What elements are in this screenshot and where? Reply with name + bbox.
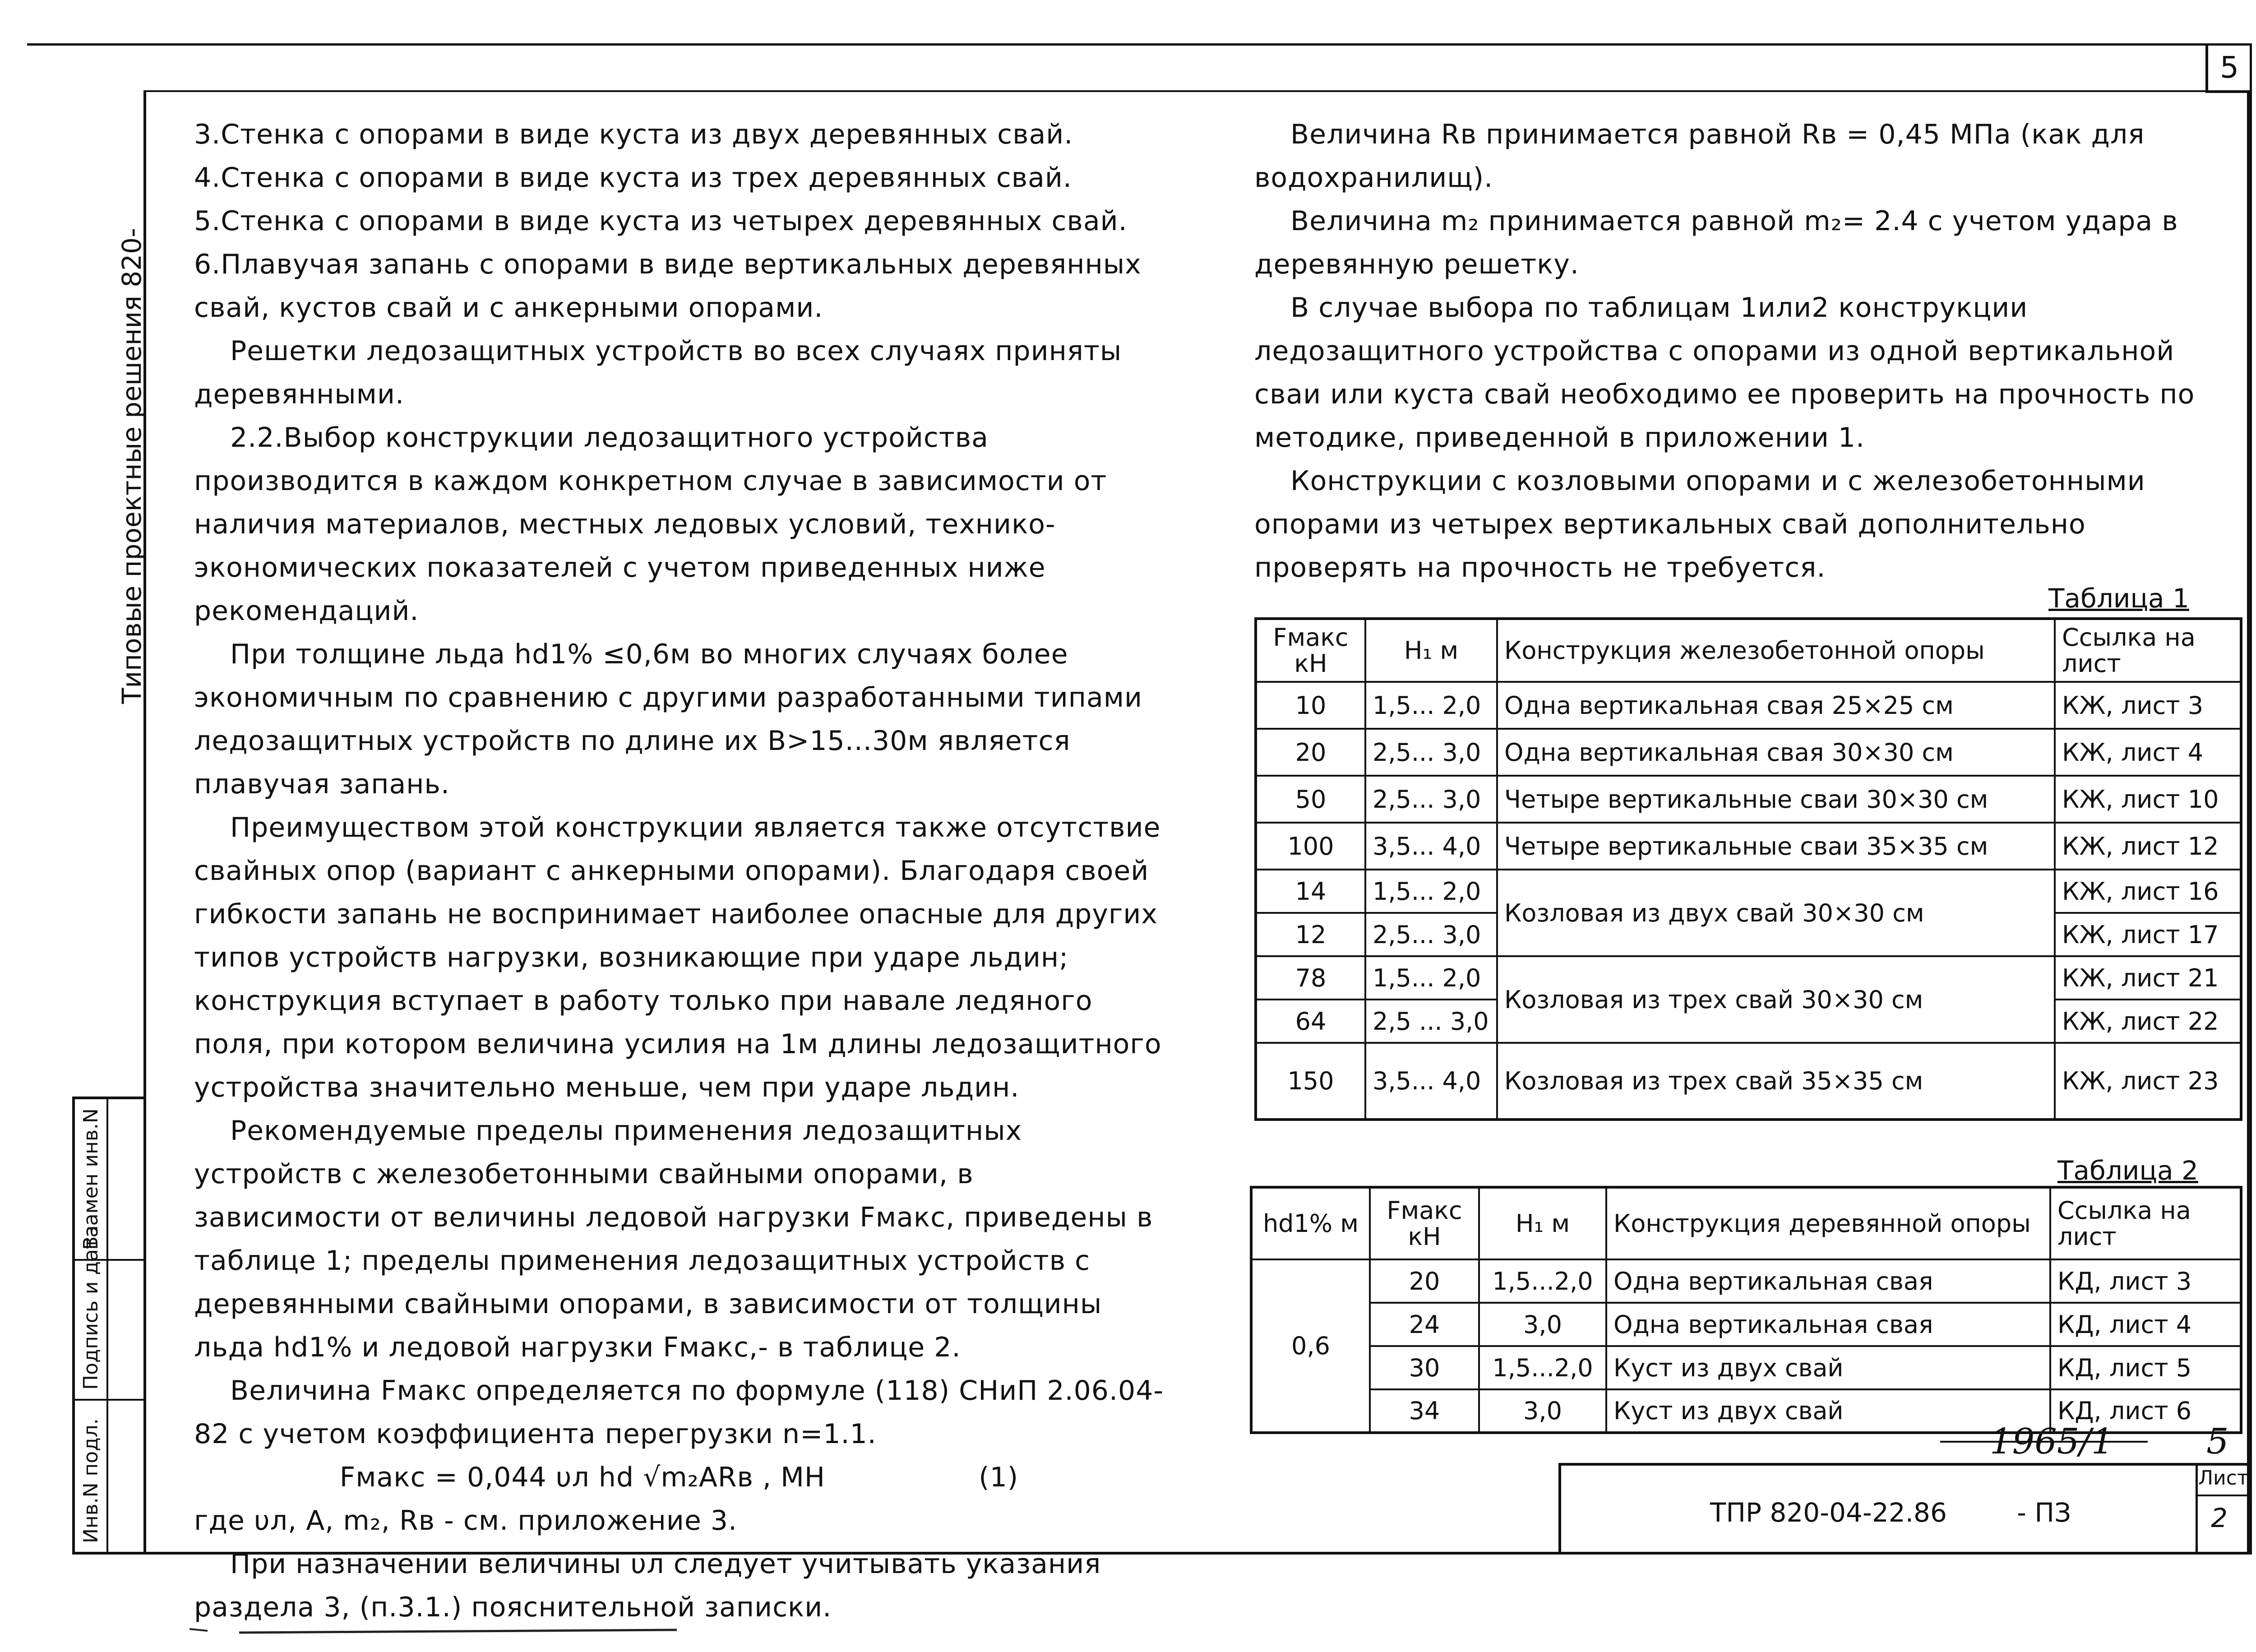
- side-label: Типовые проектные решения 820-: [116, 227, 147, 704]
- cell-construction: Четыре вертикальные сваи 30×30 см: [1497, 776, 2055, 823]
- cell-hd: 0,6: [1251, 1259, 1370, 1433]
- strip-label-inv: Инв.N подл.: [79, 1418, 102, 1543]
- cell-ref: КЖ, лист 21: [2055, 956, 2241, 1000]
- cell-h: 1,5...2,0: [1479, 1346, 1606, 1389]
- paragraph: Величина Rв принимается равной Rв = 0,45 МПа (как для водохранилищ).: [1254, 119, 2145, 194]
- paragraph: 2.2.Выбор конструкции ледозащитного устройства производится в каждом конкретном случае в зависимости от наличия материалов, местных ледовых условий, технико-экономических показателей с учетом приведенных ниже рекомендаций.: [194, 422, 1107, 627]
- strip-label-sign: Подпись и дата: [79, 1225, 102, 1390]
- cell-f: 150: [1256, 1043, 1365, 1120]
- paragraph: При назначении величины υл следует учитывать указания раздела 3, (п.3.1.) пояснительной записки.: [194, 1548, 1101, 1623]
- cell-f: 78: [1256, 956, 1365, 1000]
- col-h1: H₁ м: [1365, 619, 1497, 682]
- cell-construction: Одна вертикальная свая: [1606, 1259, 2050, 1303]
- cell-h: 1,5... 2,0: [1365, 956, 1497, 1000]
- col-fmax: Fмакс кН: [1370, 1187, 1479, 1259]
- col-construction: Конструкция железобетонной опоры: [1497, 619, 2055, 682]
- formula: Fмакс = 0,044 υл hd √m₂ARв , МН: [339, 1462, 826, 1493]
- cell-ref: КД, лист 5: [2050, 1346, 2241, 1389]
- list-item: 5.Стенка с опорами в виде куста из четырех деревянных свай.: [194, 205, 1128, 237]
- sheet-number: 5: [2205, 44, 2251, 93]
- table1-caption: Таблица 1: [2048, 583, 2189, 614]
- cell-ref: КЖ, лист 16: [2055, 870, 2241, 913]
- document-section: - ПЗ: [2017, 1497, 2071, 1528]
- paragraph: Преимуществом этой конструкции является также отсутствие свайных опор (вариант с анкерными опорами). Благодаря своей гибкости запань не воспринимает наиболее опасные для других типов устройств нагрузки, возникающие при ударе льдин; конструкция вступает в работу только при навале ледяного поля, при котором величина усилия на 1м длины ледозащитного устройства значительно меньше, чем при ударе льдин.: [194, 812, 1162, 1103]
- handwritten-sheet: 5: [2206, 1421, 2229, 1462]
- cell-ref: КЖ, лист 17: [2055, 913, 2241, 956]
- cell-f: 24: [1370, 1303, 1479, 1346]
- cell-h: 1,5... 2,0: [1365, 682, 1497, 729]
- col-hd: hd1% м: [1251, 1187, 1370, 1259]
- paragraph: В случае выбора по таблицам 1или2 конструкции ледозащитного устройства с опорами из одной вертикальной сваи или куста свай необходимо ее проверить на прочность по методике, приведенной в приложении 1.: [1254, 292, 2195, 453]
- list-item: 6.Плавучая запань с опорами в виде вертикальных деревянных свай, кустов свай и с анкерными опорами.: [194, 249, 1142, 324]
- cell-h: 3,5... 4,0: [1365, 823, 1497, 870]
- col-ref: Ссылка на лист: [2055, 619, 2241, 682]
- cell-ref: КД, лист 3: [2050, 1259, 2241, 1303]
- scan-mark: [239, 1630, 677, 1633]
- cell-construction: Козловая из двух свай 30×30 см: [1497, 870, 2055, 956]
- cell-construction: Четыре вертикальные сваи 35×35 см: [1497, 823, 2055, 870]
- cell-h: 3,0: [1479, 1389, 1606, 1433]
- document-code: ТПР 820-04-22.86: [1710, 1497, 1947, 1528]
- sheet-label: Лист: [2198, 1467, 2249, 1490]
- list-item: 4.Стенка с опорами в виде куста из трех деревянных свай.: [194, 162, 1072, 194]
- formula-number: (1): [979, 1462, 1019, 1493]
- cell-construction: Козловая из трех свай 30×30 см: [1497, 956, 2055, 1043]
- cell-construction: Одна вертикальная свая: [1606, 1303, 2050, 1346]
- scan-mark: [190, 1629, 208, 1631]
- col-construction: Конструкция деревянной опоры: [1606, 1187, 2050, 1259]
- cell-construction: Одна вертикальная свая 30×30 см: [1497, 729, 2055, 776]
- table2-caption: Таблица 2: [2057, 1155, 2198, 1186]
- cell-f: 12: [1256, 913, 1365, 956]
- where-line: где υл, A, m₂, Rв - см. приложение 3.: [194, 1505, 738, 1536]
- cell-f: 100: [1256, 823, 1365, 870]
- cell-ref: КД, лист 6: [2050, 1389, 2241, 1433]
- col-fmax: Fмакс кН: [1256, 619, 1365, 682]
- cell-h: 3,5... 4,0: [1365, 1043, 1497, 1120]
- paragraph: Конструкции с козловыми опорами и с железобетонными опорами из четырех вертикальных свай дополнительно проверять на прочность не требуется.: [1254, 465, 2145, 583]
- cell-f: 64: [1256, 1000, 1365, 1043]
- paragraph: Величина Fмакс определяется по формуле (118) СНиП 2.06.04-82 с учетом коэффициента перегрузки n=1.1.: [194, 1375, 1164, 1450]
- cell-construction: Куст из двух свай: [1606, 1389, 2050, 1433]
- cell-ref: КЖ, лист 23: [2055, 1043, 2241, 1120]
- cell-f: 14: [1256, 870, 1365, 913]
- cell-ref: КЖ, лист 3: [2055, 682, 2241, 729]
- handwritten-number: 1965/1: [1990, 1421, 2114, 1462]
- paragraph: Величина m₂ принимается равной m₂= 2.4 с учетом удара в деревянную решетку.: [1254, 205, 2178, 280]
- cell-construction: Одна вертикальная свая 25×25 см: [1497, 682, 2055, 729]
- strip-label-replace: Взамен инв.N: [79, 1108, 102, 1250]
- cell-ref: КЖ, лист 22: [2055, 1000, 2241, 1043]
- cell-h: 3,0: [1479, 1303, 1606, 1346]
- paragraph: При толщине льда hd1% ≤0,6м во многих случаях более экономичным по сравнению с другими разработанными типами ледозащитных устройств по длине их B>15...30м является плавучая запань.: [194, 639, 1143, 800]
- list-item: 3.Стенка с опорами в виде куста из двух деревянных свай.: [194, 119, 1073, 150]
- cell-h: 2,5... 3,0: [1365, 729, 1497, 776]
- col-ref: Ссылка на лист: [2050, 1187, 2241, 1259]
- cell-h: 1,5...2,0: [1479, 1259, 1606, 1303]
- cell-h: 1,5... 2,0: [1365, 870, 1497, 913]
- cell-ref: КЖ, лист 12: [2055, 823, 2241, 870]
- cell-ref: КД, лист 4: [2050, 1303, 2241, 1346]
- cell-f: 20: [1370, 1259, 1479, 1303]
- sheet-value: 2: [2211, 1503, 2228, 1533]
- cell-f: 20: [1256, 729, 1365, 776]
- cell-h: 2,5 ... 3,0: [1365, 1000, 1497, 1043]
- cell-f: 34: [1370, 1389, 1479, 1433]
- cell-f: 30: [1370, 1346, 1479, 1389]
- cell-h: 2,5... 3,0: [1365, 776, 1497, 823]
- cell-f: 10: [1256, 682, 1365, 729]
- cell-f: 50: [1256, 776, 1365, 823]
- cell-ref: КЖ, лист 4: [2055, 729, 2241, 776]
- col-h1: H₁ м: [1479, 1187, 1606, 1259]
- cell-ref: КЖ, лист 10: [2055, 776, 2241, 823]
- paragraph: Решетки ледозащитных устройств во всех случаях приняты деревянными.: [194, 335, 1122, 410]
- cell-h: 2,5... 3,0: [1365, 913, 1497, 956]
- cell-construction: Куст из двух свай: [1606, 1346, 2050, 1389]
- paragraph: Рекомендуемые пределы применения ледозащитных устройств с железобетонными свайными опорами, в зависимости от величины ледовой нагрузки Fмакс, приведены в таблице 1; пределы применения ледозащитных устройств с деревянными свайными опорами, в зависимости от толщины льда hd1% и ледовой нагрузки Fмакс,- в таблице 2.: [194, 1115, 1153, 1363]
- cell-construction: Козловая из трех свай 35×35 см: [1497, 1043, 2055, 1120]
